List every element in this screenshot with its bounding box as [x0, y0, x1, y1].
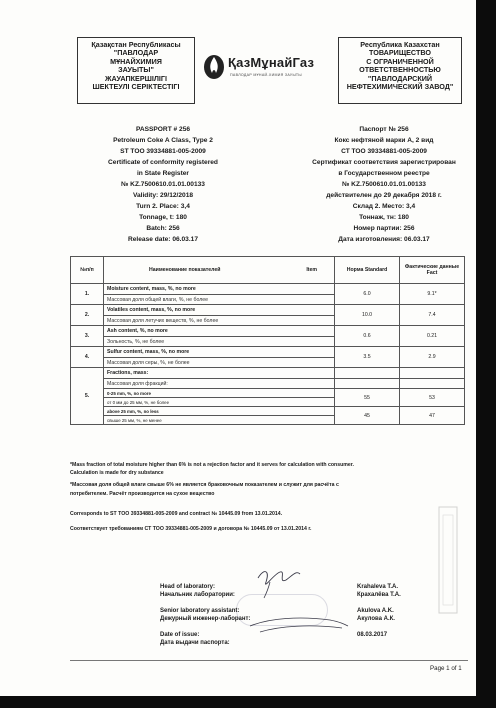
row-name-ru: Массовая доля серы, %, не более [104, 358, 335, 368]
signature-labels [160, 583, 250, 647]
row-fact: 2.9 [400, 347, 465, 368]
row-number: 1. [71, 284, 104, 305]
fraction-large-fact: 47 [400, 407, 465, 425]
standard-en: ST TOO 39334881-005-2009 [120, 148, 206, 155]
header-left-line: Қазақстан Республикасы [91, 40, 181, 49]
col-norm-header: Норма Standard [335, 257, 400, 284]
fractions-name-en: Fractions, mass: [104, 368, 335, 379]
certificate-ru: Сертификат соответствия зарегистрирован [312, 159, 456, 166]
header-right-line: НЕФТЕХИМИЧЕСКИЙ ЗАВОД" [346, 82, 454, 92]
turn-place-en: Turn 2. Place: 3,4 [136, 203, 190, 210]
fraction-small-ru: от 0 мм до 25 мм, %, не более [104, 398, 335, 407]
fraction-large-norm: 45 [335, 407, 400, 425]
row-norm-empty [335, 379, 400, 389]
row-norm-empty [335, 368, 400, 379]
assistant-name-en: Akulova A.K. [357, 608, 394, 614]
batch-ru: Номер партии: 256 [353, 225, 415, 232]
fraction-large-en: above 25 mm, %, no less [104, 407, 335, 416]
tonnage-ru: Тоннаж, тн: 180 [359, 214, 409, 221]
table-row [71, 305, 465, 316]
row-number: 3. [71, 326, 104, 347]
product-name-en: Petroleum Coke A Class, Type 2 [113, 137, 213, 144]
header-kazakh-block [77, 37, 195, 104]
assistant-label-en: Senior laboratory assistant: [160, 608, 240, 614]
col-item-label: Item [306, 267, 317, 273]
tonnage-en: Tonnage, t: 180 [139, 214, 187, 221]
row-fact: 9.1* [400, 284, 465, 305]
standard-ru: СТ ТОО 39334881-005-2009 [341, 148, 427, 155]
col-name-label: Наименование показателей [149, 267, 221, 273]
fraction-small-fact: 53 [400, 389, 465, 407]
table-header-row [71, 257, 465, 284]
header-left-line: ЖАУАПКЕРШІЛІГІ [105, 73, 167, 83]
correspondence-en: Corresponds to ST TOO 39334881-005-2009 and contract № 10445.09 from 13.01.2014. [70, 511, 283, 517]
passport-english-column [74, 124, 252, 245]
row-fact-empty [400, 368, 465, 379]
footnote-line: Calculation is made for dry substance [70, 470, 164, 477]
assistant-name-ru: Акулова А.К. [357, 616, 395, 622]
register-ru: в Государственном реестре [338, 170, 430, 177]
row-name-en: Moisture content, mass, %, no more [104, 284, 335, 295]
row-norm: 3.5 [335, 347, 400, 368]
company-logo [200, 49, 336, 89]
assistant-label-ru: Дежурный инженер-лаборант: [160, 616, 251, 622]
header-left-line: "ПАВЛОДАР [113, 48, 159, 58]
logo-subtitle: ПАВЛОДАР МҰНАЙ-ХИМИЯ ЗАУЫТЫ [230, 73, 302, 77]
fraction-large-ru: свыше 25 мм, %, не менее [104, 416, 335, 425]
release-date-ru: Дата изготовления: 06.03.17 [338, 236, 430, 243]
footer-divider [70, 660, 468, 661]
product-name-ru: Кокс нефтяной марки А, 2 вид [334, 137, 434, 144]
header-left-line: МҰНАЙХИМИЯ [110, 56, 162, 66]
header-left-line: ЗАУЫТЫ" [118, 65, 154, 75]
row-name-ru: Зольность, %, не более [104, 337, 335, 347]
row-fact: 0.21 [400, 326, 465, 347]
header-right-line: ОТВЕТСТВЕННОСТЬЮ [359, 65, 441, 75]
table-row [71, 389, 465, 398]
page-number: Page 1 of 1 [430, 665, 462, 672]
certificate-en: Certificate of conformity registered [108, 159, 218, 166]
issue-label-ru: Дата выдачи паспорта: [160, 640, 230, 646]
table-row [71, 284, 465, 295]
header-right-line: С ОГРАНИЧЕННОЙ [366, 56, 434, 66]
footnote-line: *Массовая доля общей влаги свыше 6% не является браковочным показателем и служит для расчёта с [70, 482, 339, 489]
passport-title-en: PASSPORT # 256 [135, 126, 191, 133]
row-norm: 0.6 [335, 326, 400, 347]
row-name-en: Ash content, %, no more [104, 326, 335, 337]
release-date-en: Release date: 06.03.17 [127, 236, 198, 243]
table-row [71, 368, 465, 379]
col-name-header [104, 257, 335, 284]
fractions-name-ru: Массовая доля фракций: [104, 379, 335, 389]
head-label-en: Head of laboratory: [160, 584, 216, 590]
scan-bottom-border [0, 696, 496, 708]
row-number: 5. [71, 368, 104, 425]
header-russian-block [338, 37, 462, 104]
passport-russian-column [294, 124, 474, 245]
table-row [71, 326, 465, 337]
head-name-en: Krahaleva T.A. [357, 584, 399, 590]
flame-icon [200, 49, 228, 83]
correspondence-ru: Соответствует требованиям СТ ТОО 39334881-005-2009 и договора № 10445.09 от 13.01.2014 г. [70, 526, 312, 532]
footnote-line: потребителем. Расчёт производится на сухое вещество [70, 490, 215, 497]
head-name-ru: Крахалёва Т.А. [357, 592, 401, 598]
row-fact-empty [400, 379, 465, 389]
issue-label-en: Date of issue: [160, 632, 200, 638]
header-right-line: "ПАВЛОДАРСКИЙ [367, 73, 433, 83]
col-fact-header: Фактические данные Fact [400, 257, 465, 284]
certificate-number-en: № KZ.7500610.01.01.00133 [121, 181, 205, 188]
header-right-line: Республика Казахстан [360, 40, 440, 49]
head-label-ru: Начальник лаборатории: [160, 592, 235, 598]
row-number: 4. [71, 347, 104, 368]
validity-en: Validity: 29/12/2018 [132, 192, 194, 199]
row-norm: 6.0 [335, 284, 400, 305]
row-name-ru: Массовая доля общей влаги, %, не более [104, 295, 335, 305]
side-stamp-mark [437, 505, 459, 615]
register-en: in State Register [136, 170, 190, 177]
row-name-en: Sulfur content, mass, %, no more [104, 347, 335, 358]
row-number: 2. [71, 305, 104, 326]
header-right-line: ТОВАРИЩЕСТВО [369, 48, 431, 58]
certificate-number-ru: № KZ.7500610.01.01.00133 [342, 181, 426, 188]
row-name-ru: Массовая доля летучих веществ, %, не более [104, 316, 335, 326]
table-row [71, 347, 465, 358]
passport-title-ru: Паспорт № 256 [359, 126, 409, 133]
table-row [71, 407, 465, 416]
row-norm: 10.0 [335, 305, 400, 326]
issue-date: 08.03.2017 [357, 632, 388, 638]
signature-names [357, 583, 401, 639]
footnotes [70, 461, 470, 498]
row-name-en: Volatiles content, mass, %, no more [104, 305, 335, 316]
turn-place-ru: Склад 2. Место: 3,4 [352, 203, 416, 210]
footnote-line: *Mass fraction of total moisture higher than 6% is not a rejection factor and it serves for calculation with consumer. [70, 462, 354, 468]
fraction-small-norm: 55 [335, 389, 400, 407]
scan-right-border [476, 0, 496, 708]
table-row [71, 379, 465, 389]
col-num-header: №п/п [71, 257, 104, 284]
header-left-line: ШЕКТЕУЛІ СЕРІКТЕСТІГІ [92, 82, 180, 92]
fraction-small-en: 0-25 mm, %, no more [104, 389, 335, 398]
quality-table [70, 256, 465, 425]
row-fact: 7.4 [400, 305, 465, 326]
logo-name: ҚазМұнайГаз [228, 55, 315, 70]
batch-en: Batch: 256 [146, 225, 180, 232]
validity-ru: действителен до 29 декабря 2018 г. [326, 192, 442, 199]
